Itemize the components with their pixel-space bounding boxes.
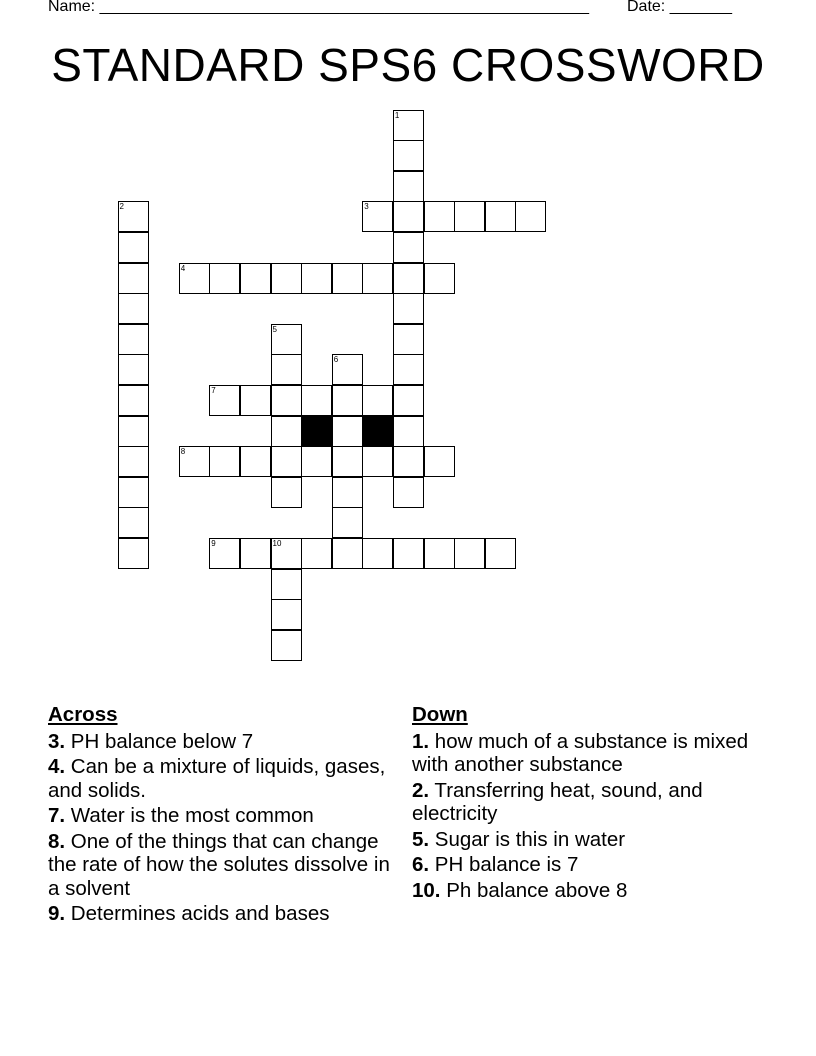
crossword-cell[interactable] (179, 446, 210, 477)
crossword-cell[interactable] (118, 324, 149, 355)
down-clue (412, 730, 772, 777)
clue-number: 7 (211, 385, 216, 395)
crossword-cell[interactable] (424, 263, 455, 294)
down-clue (412, 779, 772, 826)
clue-text: Determines acids and bases (65, 902, 330, 925)
clue-text: how much of a substance is mixed with another substance (412, 729, 749, 776)
crossword-cell[interactable] (209, 446, 240, 477)
crossword-cell[interactable] (271, 263, 302, 294)
crossword-cell[interactable] (118, 538, 149, 569)
across-clue-list (48, 730, 398, 926)
crossword-cell[interactable] (301, 385, 332, 416)
crossword-cell[interactable] (118, 446, 149, 477)
clue-number: 3 (364, 202, 369, 212)
clue-number: 5 (272, 324, 277, 334)
clue-text: PH balance is 7 (429, 853, 579, 876)
crossword-cell[interactable] (393, 110, 424, 141)
crossword-cell[interactable] (271, 538, 302, 569)
across-clue (48, 902, 398, 926)
clue-text: Sugar is this in water (429, 827, 626, 851)
crossword-cell[interactable] (271, 599, 302, 630)
crossword-cell[interactable] (362, 538, 393, 569)
crossword-cell[interactable] (332, 477, 363, 508)
crossword-cell[interactable] (393, 171, 424, 202)
clue-number: 4. (48, 755, 66, 778)
crossword-cell[interactable] (393, 324, 424, 355)
clue-number: 6. (412, 853, 430, 876)
crossword-cell[interactable] (485, 538, 516, 569)
crossword-cell[interactable] (240, 263, 271, 294)
crossword-cell[interactable] (271, 385, 302, 416)
across-heading: Across (48, 703, 118, 726)
clue-number: 8 (180, 447, 186, 457)
crossword-cell[interactable] (118, 507, 149, 538)
crossword-cell[interactable] (393, 416, 424, 447)
clue-text: Can be a mixture of liquids, gases, and solids. (48, 755, 386, 802)
crossword-cell[interactable] (118, 354, 149, 385)
clue-number: 2 (119, 202, 124, 212)
crossword-cell[interactable] (118, 232, 149, 263)
crossword-cell[interactable] (393, 477, 424, 508)
down-clue (412, 853, 772, 877)
clue-number: 9. (48, 902, 66, 925)
clue-number: 4 (180, 263, 186, 273)
clue-number: 7. (48, 804, 66, 827)
crossword-cell[interactable] (393, 140, 424, 171)
clue-text: PH balance below 7 (65, 729, 254, 753)
crossword-cell[interactable] (240, 538, 271, 569)
across-clue (48, 830, 398, 901)
crossword-cell[interactable] (240, 385, 271, 416)
clue-text: Transferring heat, sound, and electricity (412, 778, 703, 825)
clue-number: 5. (412, 827, 430, 851)
crossword-cell[interactable] (393, 232, 424, 263)
crossword-cell[interactable] (393, 446, 424, 477)
crossword-cell[interactable] (332, 507, 363, 538)
crossword-cell[interactable] (271, 354, 302, 385)
crossword-cell[interactable] (118, 293, 149, 324)
clue-text: Water is the most common (65, 804, 314, 827)
clue-number: 2. (412, 778, 430, 802)
crossword-cell[interactable] (301, 538, 332, 569)
clue-number: 9 (211, 538, 216, 548)
down-clue (412, 879, 772, 903)
clue-number: 1. (412, 729, 430, 753)
crossword-cell[interactable] (362, 263, 393, 294)
crossword-cell[interactable] (209, 385, 240, 416)
down-clue-list (412, 730, 772, 903)
page-title: STANDARD SPS6 CROSSWORD (51, 39, 765, 91)
crossword-cell[interactable] (424, 538, 455, 569)
black-cell (301, 416, 332, 447)
crossword-cell[interactable] (332, 538, 363, 569)
down-clue (412, 828, 772, 852)
crossword-cell[interactable] (209, 263, 240, 294)
across-clue (48, 730, 398, 754)
across-clue (48, 755, 398, 802)
clue-number: 10 (272, 538, 282, 548)
down-heading: Down (412, 703, 468, 726)
crossword-cell[interactable] (301, 263, 332, 294)
black-cell (362, 416, 393, 447)
crossword-cell[interactable] (118, 385, 149, 416)
clue-number: 6 (333, 355, 339, 365)
across-clue (48, 804, 398, 828)
crossword-cell[interactable] (271, 446, 302, 477)
crossword-cell[interactable] (332, 416, 363, 447)
crossword-cell[interactable] (271, 630, 302, 661)
crossword-cell[interactable] (209, 538, 240, 569)
crossword-cell[interactable] (485, 201, 516, 232)
crossword-cell[interactable] (332, 446, 363, 477)
crossword-cell[interactable] (454, 538, 485, 569)
crossword-cell[interactable] (118, 477, 149, 508)
crossword-cell[interactable] (271, 569, 302, 600)
crossword-cell[interactable] (301, 446, 332, 477)
crossword-cell[interactable] (393, 293, 424, 324)
crossword-cell[interactable] (362, 446, 393, 477)
crossword-cell[interactable] (424, 201, 455, 232)
clue-number: 10. (412, 878, 441, 902)
across-clues (48, 703, 398, 928)
crossword-cell[interactable] (271, 416, 302, 447)
crossword-cell[interactable] (332, 385, 363, 416)
clue-text: Ph balance above 8 (440, 878, 628, 902)
crossword-cell[interactable] (393, 263, 424, 294)
clue-number: 1 (394, 110, 400, 120)
crossword-cell[interactable] (362, 201, 393, 232)
clue-number: 8. (48, 829, 66, 853)
crossword-cell[interactable] (454, 201, 485, 232)
clue-number: 3. (48, 729, 66, 753)
down-clues (412, 703, 772, 904)
crossword-cell[interactable] (240, 446, 271, 477)
crossword-cell[interactable] (393, 201, 424, 232)
name-field[interactable]: Name: _______________________________________________________ (48, 0, 589, 15)
crossword-cell[interactable] (362, 385, 393, 416)
crossword-cell[interactable] (515, 201, 546, 232)
crossword-cell[interactable] (393, 538, 424, 569)
crossword-cell[interactable] (332, 354, 363, 385)
date-field[interactable]: Date: _______ (627, 0, 732, 15)
crossword-cell[interactable] (118, 416, 149, 447)
crossword-cell[interactable] (393, 385, 424, 416)
clue-text: One of the things that can change the rate of how the solutes dissolve in a solvent (48, 829, 390, 900)
crossword-cell[interactable] (424, 446, 455, 477)
crossword-cell[interactable] (271, 477, 302, 508)
crossword-cell[interactable] (271, 324, 302, 355)
crossword-cell[interactable] (118, 263, 149, 294)
crossword-cell[interactable] (118, 201, 149, 232)
crossword-cell[interactable] (179, 263, 210, 294)
crossword-cell[interactable] (332, 263, 363, 294)
crossword-cell[interactable] (393, 354, 424, 385)
